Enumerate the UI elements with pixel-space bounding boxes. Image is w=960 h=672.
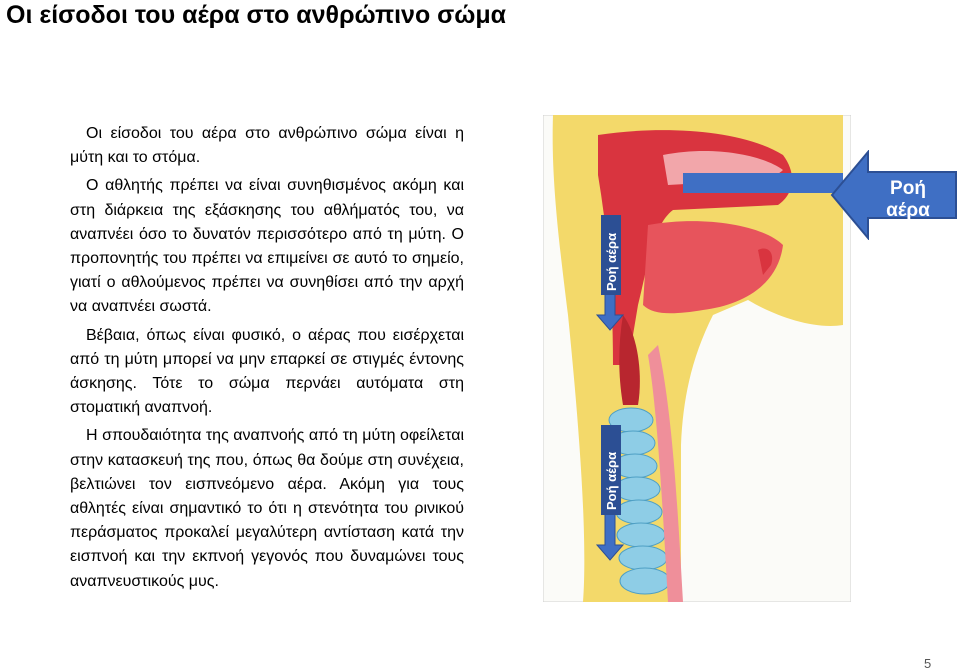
- page-number: 5: [924, 656, 932, 671]
- air-flow-label-1: Ροή: [890, 178, 926, 199]
- paragraph-4: Η σπουδαιότητα της αναπνοής από τη μύτη οφείλεται στην κατασκευή της που, όπως θα δούμε στη συνέχεια, βελτιώνει τον εισπνεόμενο αέρα. Ακόμη για τους αθλητές είναι σημαντικό το ότι η στενότητα του ρινικού περάσματος προκαλεί μεγαλύτερη αντίσταση κατά την εισπνοή και την εκπνοή γεγονός που δυναμώνει τους αναπνευστικούς μυς.: [70, 427, 464, 590]
- paragraph-3: Βέβαια, όπως είναι φυσικό, ο αέρας που εισέρχεται από τη μύτη μπορεί να μην επαρκεί σε στιγμές έντονης άσκησης. Τότε το σώμα περνάει αυτόματα στη στοματική αναπνοή.: [70, 326, 464, 417]
- page-title: Οι είσοδοι του αέρα στο ανθρώπινο σώμα: [6, 1, 507, 29]
- air-flow-arrow: [830, 150, 960, 240]
- air-flow-label-2: αέρα: [886, 200, 930, 221]
- body-text: [70, 122, 464, 598]
- paragraph-2: Ο αθλητής πρέπει να είναι συνηθισμένος ακόμη και στη διάρκεια της εξάσκησης του αθλήματός του, να αναπνέει όσο το δυνατόν περισσότερο από τη μύτη. Ο προπονητής του πρέπει να επιμείνει σε αυτό το σημείο, γιατί ο αθλούμενος πρέπει να συνηθίσει από την αρχή να αναπνέει σωστά.: [70, 177, 464, 316]
- paragraph-1: Οι είσοδοι του αέρα στο ανθρώπινο σώμα είναι η μύτη και το στόμα.: [70, 125, 464, 167]
- vertical-label-top: Ροή αέρα: [604, 232, 619, 291]
- airway-illustration: [543, 115, 851, 602]
- vertical-label-bottom: Ροή αέρα: [604, 451, 619, 510]
